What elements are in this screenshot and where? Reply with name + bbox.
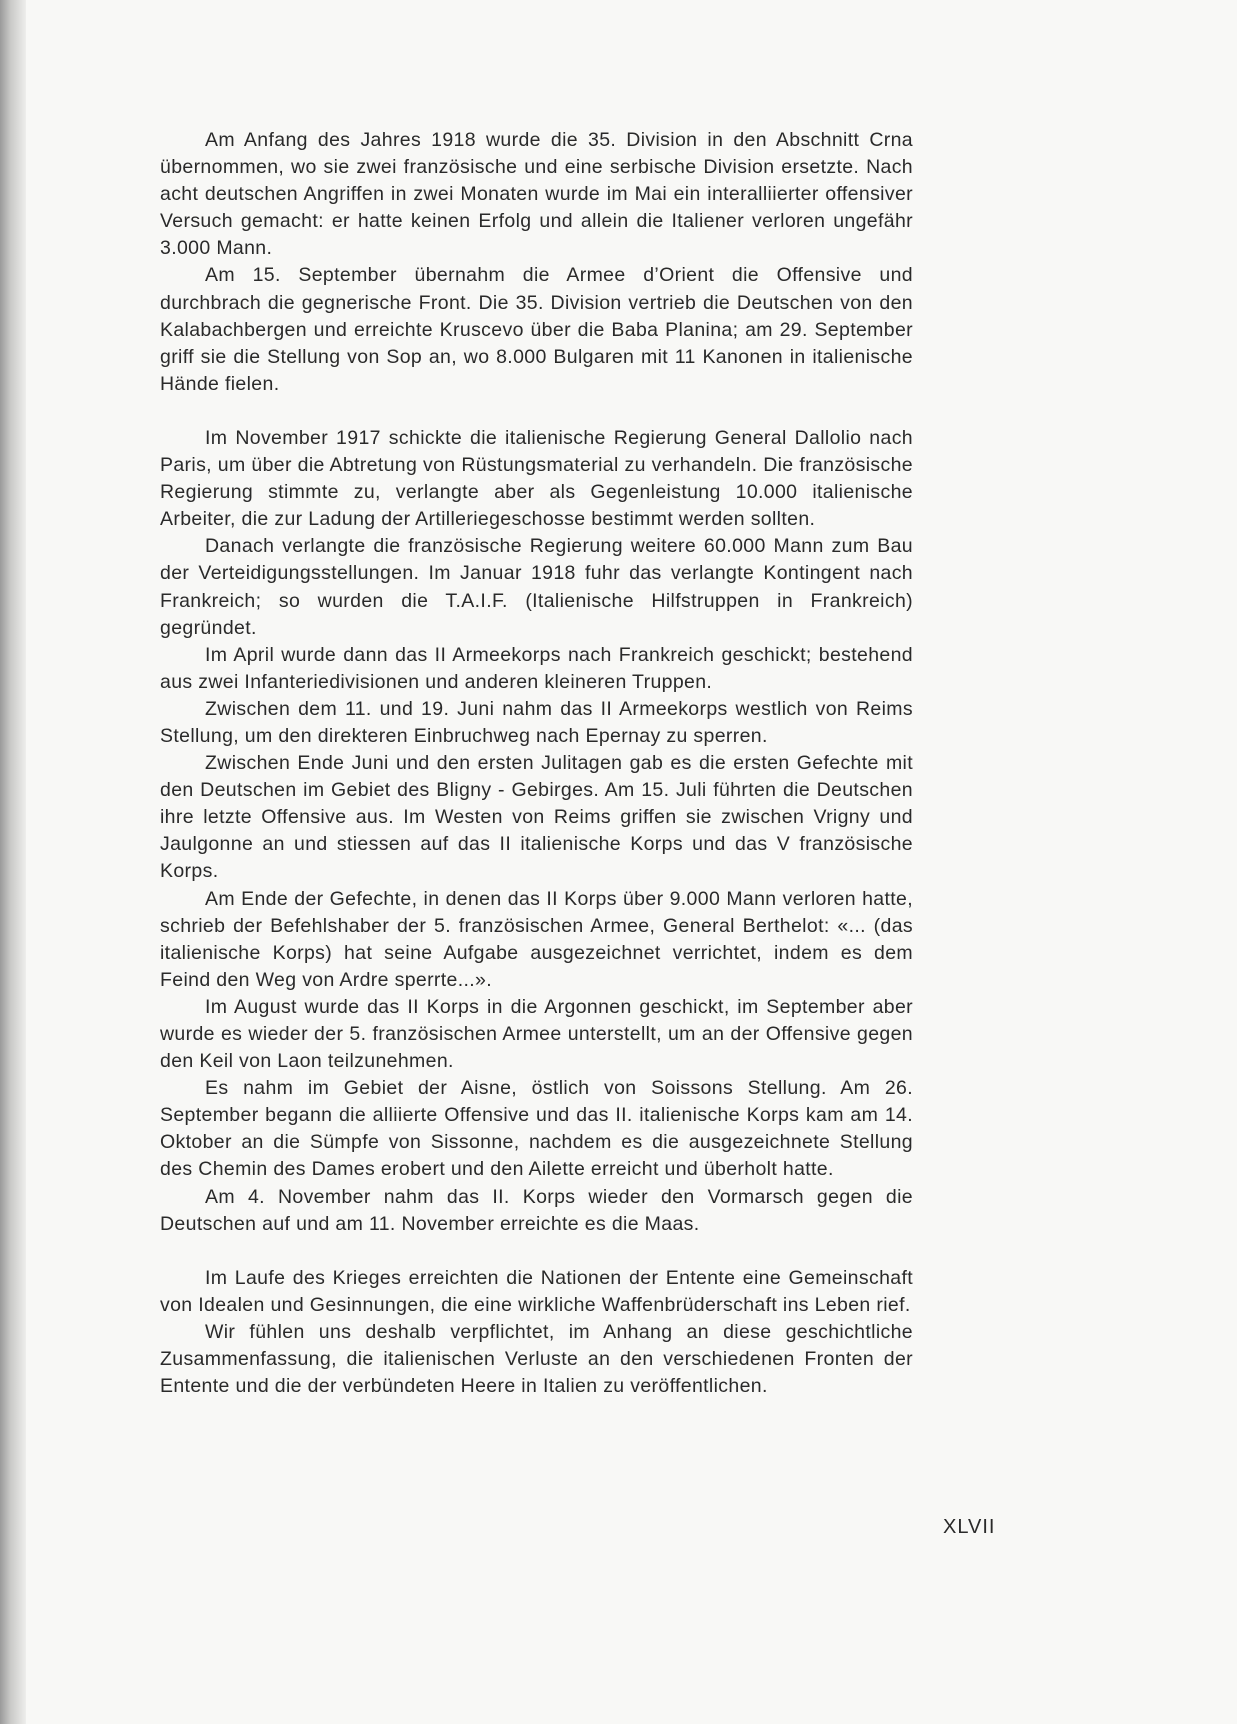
paragraph: Im August wurde das II Korps in die Argonnen geschickt, im September aber wurde es wieder der 5. französischen Armee unterstellt, um an der Offensive gegen den Keil von Laon teilzunehmen. [160, 995, 913, 1073]
section-macedonia [160, 127, 913, 398]
paragraph: Es nahm im Gebiet der Aisne, östlich von Soissons Stellung. Am 26. September begann die alliierte Offensive und das II. italienische Korps kam am 14. Oktober an die Sümpfe von Sissonne, nachdem es die ausgezeichnete Stellung des Chemin des Dames erobert und den Ailette erreicht und überholt hatte. [160, 1077, 913, 1181]
paragraph: Zwischen dem 11. und 19. Juni nahm das II Armeekorps westlich von Reims Stellung, um den direkteren Einbruchweg nach Epernay zu sperren. [160, 697, 913, 747]
paragraph: Wir fühlen uns deshalb verpflichtet, im Anhang an diese geschichtliche Zusammenfassung, die italienischen Verluste an den verschiedenen Fronten der Entente und die der verbündeten Heere in Italien zu veröffentlichen. [160, 1320, 913, 1398]
paragraph: Im April wurde dann das II Armeekorps nach Frankreich geschickt; bestehend aus zwei Infanteriedivisionen und anderen kleineren Truppen. [160, 643, 913, 693]
paragraph: Im Laufe des Krieges erreichten die Nationen der Entente eine Gemeinschaft von Idealen und Gesinnungen, die eine wirkliche Waffenbrüderschaft ins Leben rief. [160, 1266, 913, 1316]
section-france [160, 425, 913, 1238]
paragraph: Am 4. November nahm das II. Korps wieder den Vormarsch gegen die Deutschen auf und am 11. November erreichte es die Maas. [160, 1185, 913, 1235]
body-text [160, 127, 913, 1400]
binding-shadow [0, 0, 26, 1724]
paragraph: Danach verlangte die französische Regierung weitere 60.000 Mann zum Bau der Verteidigungsstellungen. Im Januar 1918 fuhr das verlangte Kontingent nach Frankreich; so wurden die T.A.I.F. (Italienische Hilfstruppen in Frankreich) gegründet. [160, 535, 913, 639]
page-number: XLVII [943, 1516, 996, 1538]
paragraph: Zwischen Ende Juni und den ersten Julitagen gab es die ersten Gefechte mit den Deutschen im Gebiet des Bligny - Gebirges. Am 15. Juli führten die Deutschen ihre letzte Offensive aus. Im Westen von Reims griffen sie zwischen Vrigny und Jaulgonne an und stiessen auf das II italienische Korps und das V französische Korps. [160, 752, 913, 883]
paragraph: Am Anfang des Jahres 1918 wurde die 35. Division in den Abschnitt Crna übernommen, wo sie zwei französische und eine serbische Division ersetzte. Nach acht deutschen Angriffen in zwei Monaten wurde im Mai ein interalliierter offensiver Versuch gemacht: er hatte keinen Erfolg und allein die Italiener verloren ungefähr 3.000 Mann. [160, 129, 913, 260]
section-conclusion [160, 1265, 913, 1400]
paragraph: Im November 1917 schickte die italienische Regierung General Dallolio nach Paris, um über die Abtretung von Rüstungsmaterial zu verhandeln. Die französische Regierung stimmte zu, verlangte aber als Gegenleistung 10.000 italienische Arbeiter, die zur Ladung der Artilleriegeschosse bestimmt werden sollten. [160, 426, 913, 531]
paragraph: Am Ende der Gefechte, in denen das II Korps über 9.000 Mann verloren hatte, schrieb der Befehlshaber der 5. französischen Armee, General Berthelot: «... (das italienische Korps) hat seine Aufgabe ausgezeichnet verrichtet, indem es dem Feind den Weg von Ardre sperrte...». [160, 887, 913, 991]
paragraph: Am 15. September übernahm die Armee d’Orient die Offensive und durchbrach die gegnerische Front. Die 35. Division vertrieb die Deutschen von den Kalabachbergen und erreichte Kruscevo über die Baba Planina; am 29. September griff sie die Stellung von Sop an, wo 8.000 Bulgaren mit 11 Kanonen in italienische Hände fielen. [160, 264, 913, 395]
